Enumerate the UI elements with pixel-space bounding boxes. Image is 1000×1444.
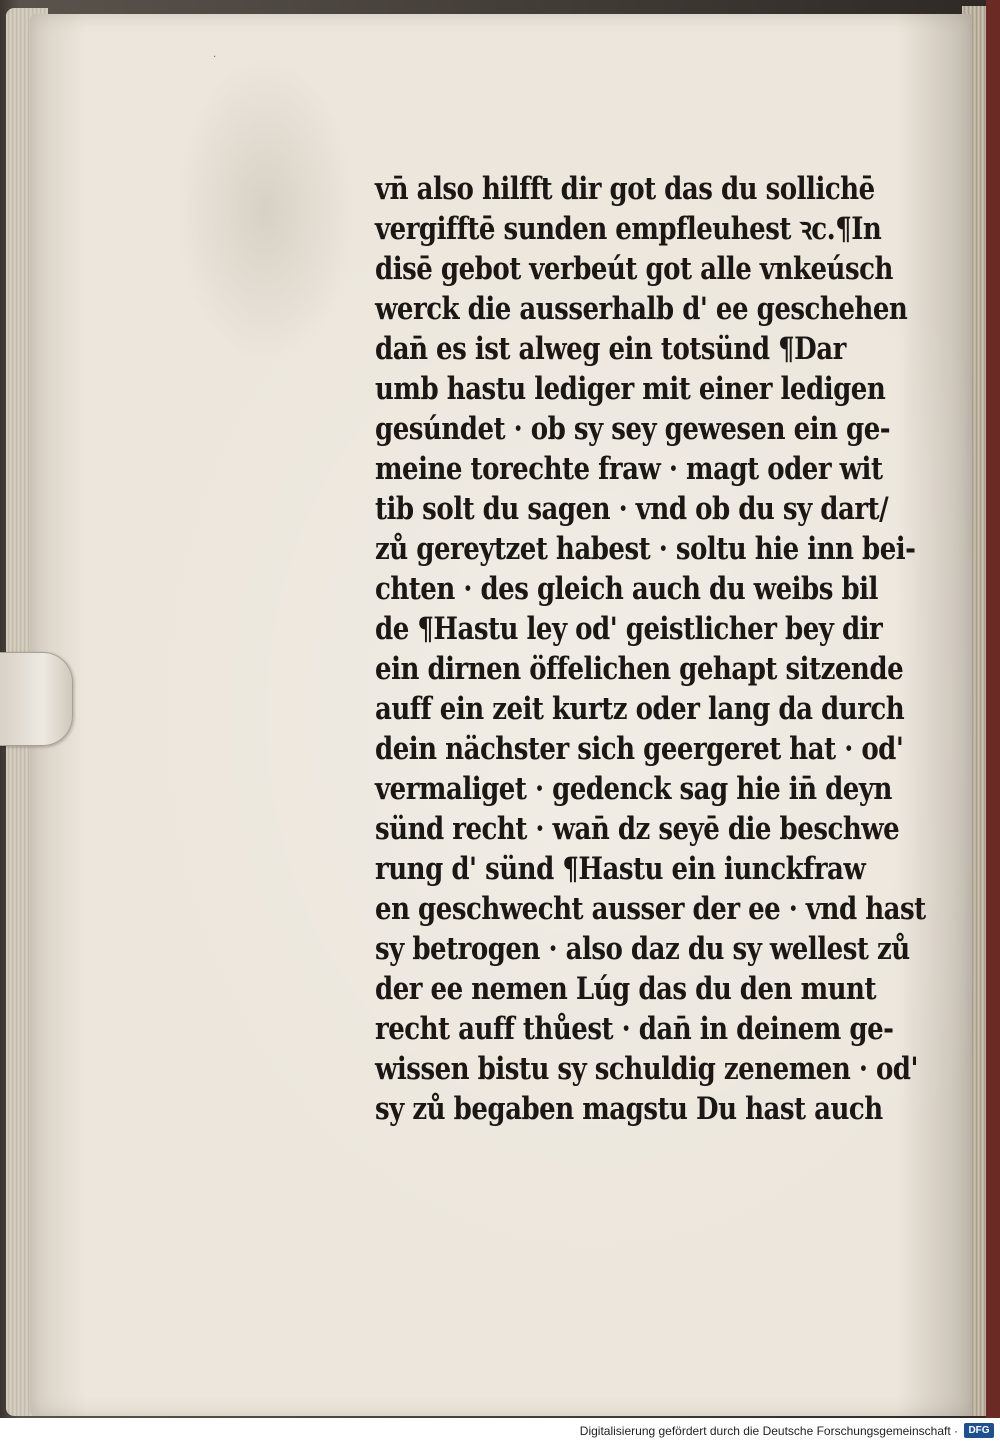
text-line: vergifftē sunden empfleuhest ꝛc.¶In: [375, 211, 882, 247]
text-line: tib solt du sagen · vnd ob du sy dart/: [375, 491, 889, 527]
text-line: disē gebot verbeút got alle vnkeúsch: [375, 251, 893, 287]
text-line: werck die ausserhalb d' ee geschehen: [375, 291, 908, 327]
text-line: dein nächster sich geergeret hat · od': [375, 731, 904, 767]
footer-credit: Digitalisierung gefördert durch die Deutsche Forschungsgemeinschaft ·: [579, 1424, 958, 1438]
dfg-logo-icon: DFG: [964, 1423, 994, 1438]
text-line: rung d' sünd ¶Hastu ein iunckfraw: [375, 851, 866, 887]
text-line: wissen bistu sy schuldig zenemen · od': [375, 1051, 918, 1087]
text-line: sy zů begaben magstu Du hast auch: [375, 1091, 883, 1127]
book-cover-edge: [986, 0, 1000, 1418]
text-line: sünd recht · wan̄ dz seyē die beschwe: [375, 811, 900, 847]
text-line: de ¶Hastu ley od' geistlicher bey dir: [375, 611, 883, 647]
text-line: vermaliget · gedenck sag hie in̄ deyn: [375, 771, 892, 807]
text-line: umb hastu lediger mit einer ledigen: [375, 371, 886, 407]
footer-bar: [0, 1418, 1000, 1444]
text-line: sy betrogen · also daz du sy wellest zů: [375, 931, 910, 967]
text-line: dan̄ es ist alweg ein totsünd ¶Dar: [375, 331, 846, 367]
text-block: [375, 169, 945, 1129]
text-line: recht auff thůest · dan̄ in deinem ge-: [375, 1011, 894, 1047]
text-line: chten · des gleich auch du weibs bil: [375, 571, 878, 607]
text-line: gesúndet · ob sy sey gewesen ein ge-: [375, 411, 891, 447]
text-line: der ee nemen Lúg das du den munt: [375, 971, 877, 1007]
text-line: zů gereytzet habest · soltu hie inn bei-: [375, 531, 916, 567]
page-clip: [0, 652, 73, 746]
ink-speck: ·: [213, 52, 217, 63]
text-line: vn̄ also hilfft dir got das du sollichē: [375, 171, 875, 207]
text-line: ein dirnen öffelichen gehapt sitzende: [375, 651, 904, 687]
text-line: meine torechte fraw · magt oder wit: [375, 451, 883, 487]
book-page: [30, 14, 972, 1416]
text-line: en geschwecht ausser der ee · vnd hast: [375, 891, 926, 927]
text-line: auff ein zeit kurtz oder lang da durch: [375, 691, 905, 727]
